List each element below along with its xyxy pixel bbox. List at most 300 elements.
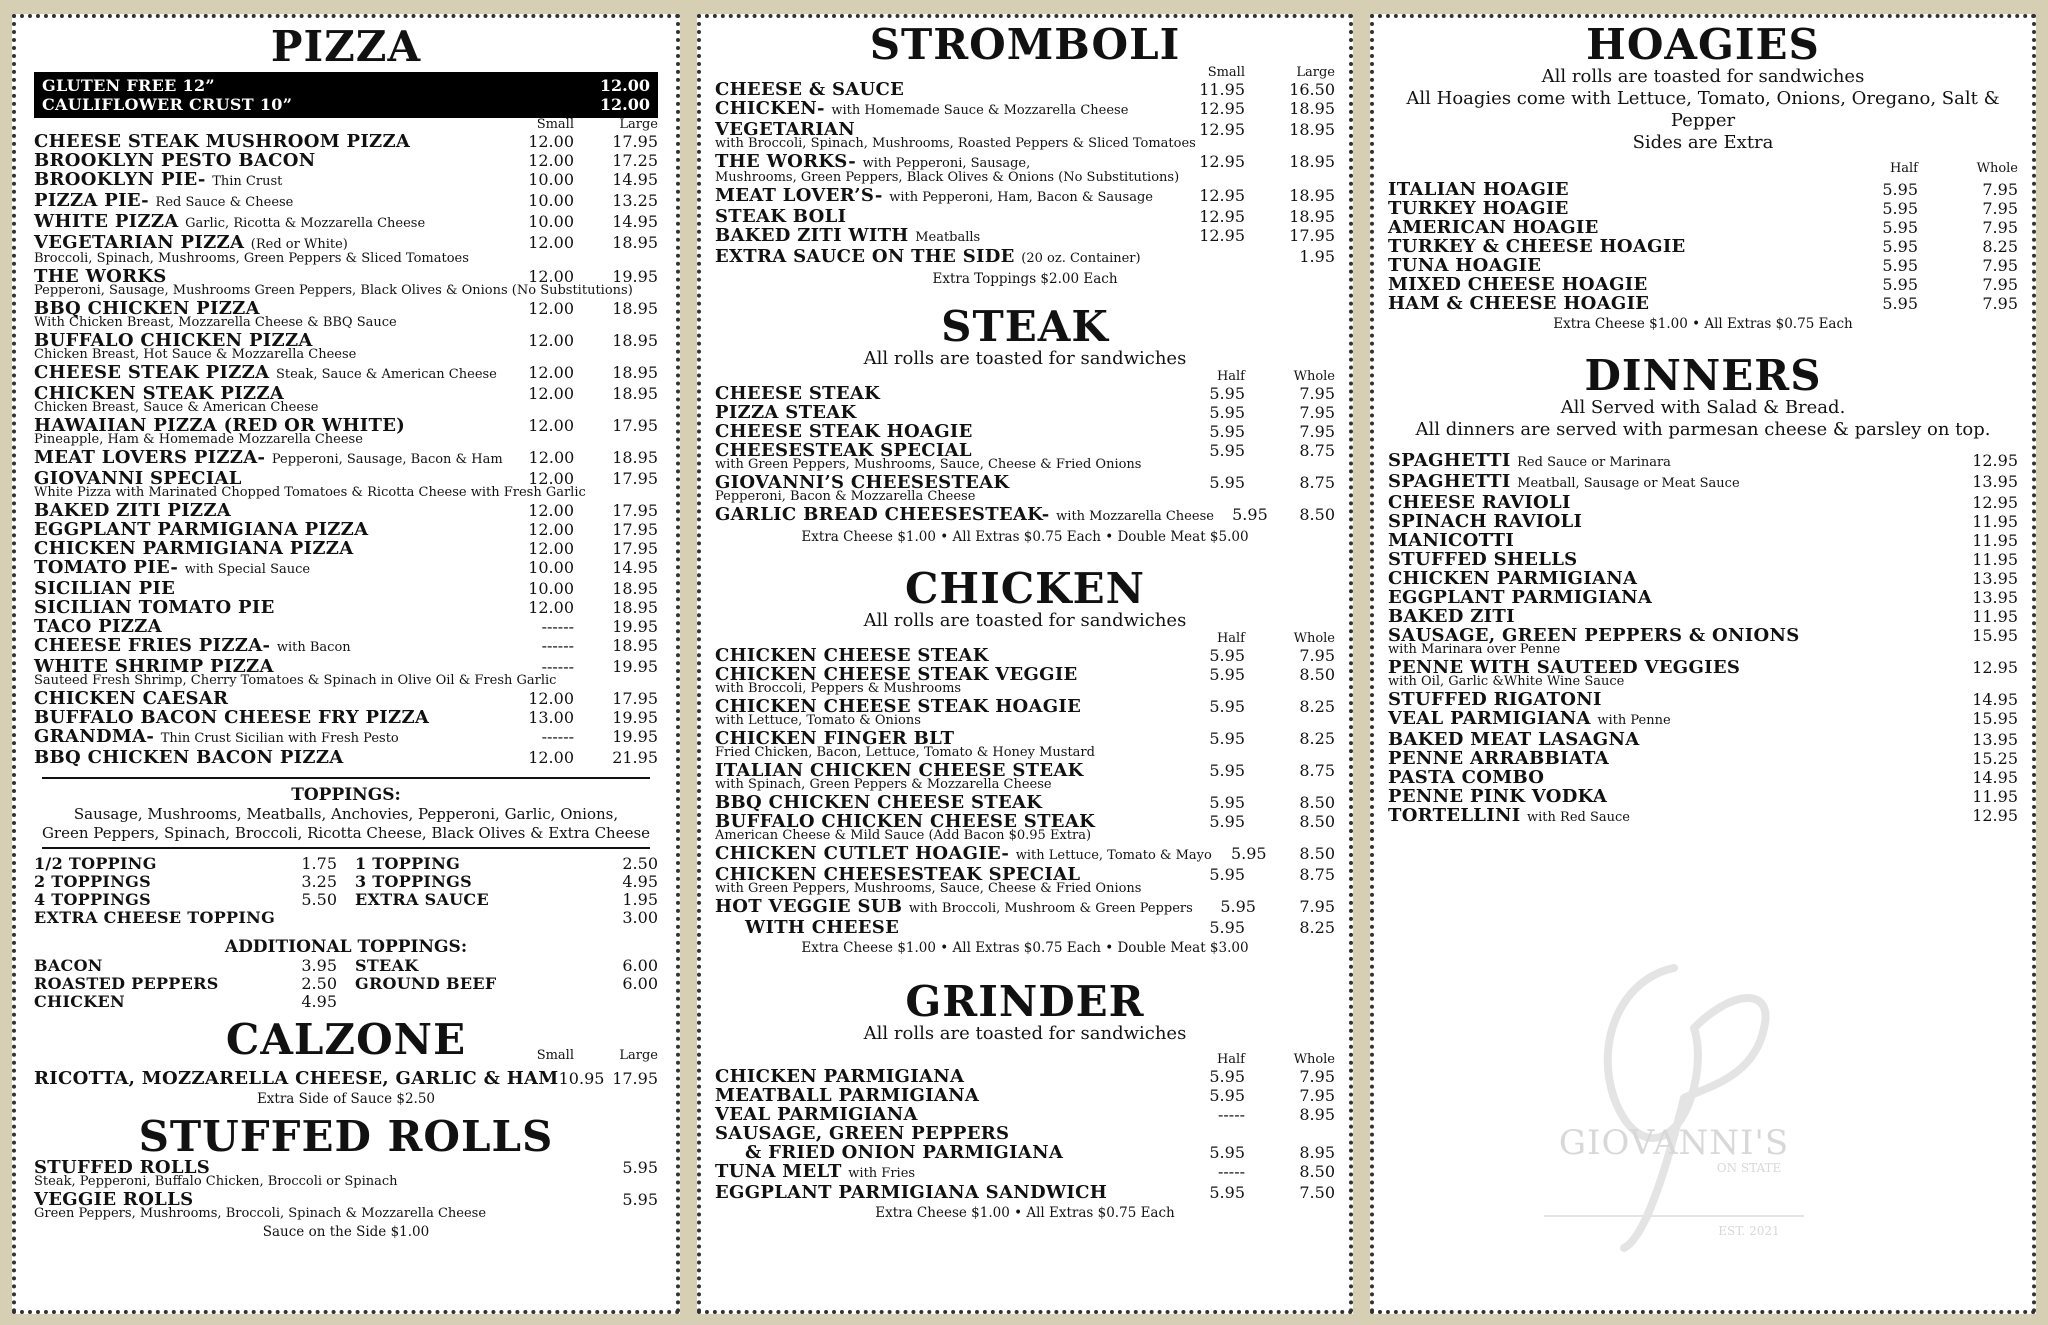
stuffed-rolls-title: STUFFED ROLLS [138,1112,554,1161]
menu-item-name [715,1143,1173,1162]
price-price: 12.95 [1972,806,2018,825]
menu-item-title: STUFFED SHELLS [1388,549,1578,570]
price-small: 10.00 [528,212,574,231]
menu-item-row [34,727,658,748]
menu-item-name [715,80,1173,99]
menu-item-name [715,226,1173,247]
toppings-line-2: Green Peppers, Spinach, Broccoli, Ricotta Cheese, Black Olives & Extra Cheese [41,824,651,842]
price-small: 12.00 [528,384,574,403]
menu-item-name [715,897,1193,918]
menu-item-row [1388,749,2018,768]
menu-item-description: Steak, Sauce & American Cheese [275,367,497,382]
price-small: ------ [541,657,574,676]
steak-column-headers [715,370,1335,384]
menu-item-details: Steak, Pepperoni, Buffalo Chicken, Broccoli or Spinach [34,1174,398,1189]
menu-item-name [715,793,1173,812]
menu-item-row [715,226,1335,247]
menu-item-row [34,191,658,212]
menu-item-row [715,422,1335,441]
menu-item-details: White Pizza with Marinated Chopped Tomatoes & Ricotta Cheese with Fresh Garlic [34,485,586,500]
menu-item-title: MIXED CHEESE HOAGIE [1388,274,1648,295]
price-whole: 7.95 [1299,403,1335,422]
menu-item-description: Pepperoni, Sausage, Bacon & Ham [271,452,503,467]
menu-item-name [715,646,1173,665]
stromboli-small-header: Small [1207,65,1245,80]
menu-item-row [715,99,1335,120]
dinners-title: DINNERS [1584,351,1822,400]
menu-item-name [34,132,502,151]
menu-item-title: CHEESE FRIES PIZZA- [34,635,271,656]
menu-item-row [1388,256,2018,275]
hoagies-dinners-panel [1370,14,2036,1314]
menu-item-name: VEGGIE ROLLS [34,1189,194,1210]
menu-item-title: MEATBALL PARMIGIANA [715,1085,980,1106]
price-half: 5.95 [1209,812,1245,831]
gluten-free-price: 12.00 [599,76,650,95]
logo-tagline: ON STATE [1716,1161,1782,1175]
menu-item-row [1388,690,2018,709]
menu-item-name [1388,749,1898,768]
price-large: 18.95 [612,363,658,382]
price-large: 18.95 [612,299,658,318]
menu-item-name [1388,451,1898,472]
steak-title: STEAK [941,302,1109,351]
price-half: ----- [1217,1162,1245,1181]
menu-item-row [1388,569,2018,588]
price-large: 18.95 [612,636,658,655]
menu-item-name [715,918,1173,937]
menu-item-details: Pineapple, Ham & Homemade Mozzarella Cheese [34,432,363,447]
price-small: 10.00 [528,558,574,577]
price-half: ----- [1217,1105,1245,1124]
price-half: 5.95 [1209,473,1245,492]
menu-item-title: CHICKEN- [715,98,825,119]
menu-item-row [715,897,1335,918]
gluten-free-row [42,95,650,114]
topping-price-row [355,873,658,891]
menu-item-description: Thin Crust Sicilian with Fresh Pesto [160,731,399,746]
gluten-free-box [34,72,658,118]
price-small: 12.00 [528,598,574,617]
menu-item-details: Broccoli, Spinach, Mushrooms, Green Peppers & Sliced Tomatoes [34,251,469,266]
chicken-list [715,646,1335,937]
large-header: Large [619,117,658,132]
price-whole: 8.25 [1299,918,1335,937]
menu-item-title: BBQ CHICKEN BACON PIZZA [34,747,344,768]
calzone-small-header: Small [536,1048,574,1063]
price-price: 13.95 [1972,569,2018,588]
dinners-list [1388,451,2018,827]
price-whole: 7.95 [1982,180,2018,199]
menu-item-description: with Bacon [276,640,351,655]
menu-item-title: AMERICAN HOAGIE [1388,217,1599,238]
menu-item-row [1388,294,2018,313]
menu-item-row [1388,451,2018,472]
menu-item-title: PASTA COMBO [1388,767,1545,788]
chicken-column-headers [715,632,1335,646]
stromboli-list [715,80,1335,268]
menu-item-name [1388,768,1898,787]
menu-item-name [1388,256,1844,275]
price-half: 5.95 [1209,422,1245,441]
price-small: 12.00 [528,748,574,767]
price-price: 15.25 [1972,749,2018,768]
topping-name: EXTRA SAUCE [355,890,489,909]
menu-item-title: SPINACH RAVIOLI [1388,511,1583,532]
price-small: 12.95 [1199,186,1245,205]
price-large: 17.95 [1289,226,1335,245]
menu-item-name [34,598,502,617]
chicken-note: Extra Cheese $1.00 • All Extras $0.75 Each • Double Meat $3.00 [801,940,1249,956]
topping-price: 3.95 [301,956,337,975]
price-small: 12.00 [528,233,574,252]
menu-item-row [1388,550,2018,569]
menu-item-title: THE WORKS [34,266,167,287]
price: 5.95 [622,1190,658,1209]
price-small: 12.95 [1199,99,1245,118]
menu-item-title: CHEESE STEAK HOAGIE [715,421,973,442]
dinners-subtitle-2: All dinners are served with parmesan cheese & parsley on top. [1415,419,1991,440]
price-small: 12.00 [528,469,574,488]
price-whole: 7.95 [1982,218,2018,237]
menu-item-title: CHICKEN STEAK PIZZA [34,383,285,404]
menu-item-title: PENNE WITH SAUTEED VEGGIES [1388,657,1741,678]
topping-price-row [34,891,337,909]
price-half: 5.95 [1209,729,1245,748]
menu-item-details: Chicken Breast, Hot Sauce & Mozzarella Cheese [34,347,357,362]
toppings-title: TOPPINGS: [291,785,401,805]
price-price: 13.95 [1972,588,2018,607]
menu-item-row [34,448,658,469]
menu-item-details: Pepperoni, Sausage, Mushrooms Green Peppers, Black Olives & Onions (No Substitutions) [34,283,633,298]
calzone-note: Extra Side of Sauce $2.50 [256,1091,436,1107]
menu-item-title: CHICKEN PARMIGIANA [715,1066,965,1087]
menu-item-title: STUFFED RIGATONI [1388,689,1602,710]
price-whole: 8.95 [1299,1143,1335,1162]
price-half: 5.95 [1209,441,1245,460]
steak-note: Extra Cheese $1.00 • All Extras $0.75 Each • Double Meat $5.00 [801,529,1249,545]
menu-item-title: VEAL PARMIGIANA [715,1104,918,1125]
menu-item-details: Green Peppers, Mushrooms, Broccoli, Spinach & Mozzarella Cheese [34,1206,487,1221]
menu-item-title: MEAT LOVER’S- [715,185,883,206]
price-large: 18.95 [612,598,658,617]
topping-price-row [34,873,337,891]
topping-price: 4.95 [622,872,658,891]
price-whole: 7.95 [1982,275,2018,294]
menu-item-row [1388,588,2018,607]
price-whole: 7.95 [1299,1086,1335,1105]
menu-item-name [34,579,502,598]
menu-item-details: With Chicken Breast, Mozzarella Cheese & BBQ Sauce [34,315,397,330]
menu-item-name [715,1105,1173,1124]
price-small: 12.00 [528,520,574,539]
hoagies-title: HOAGIES [1586,20,1820,69]
menu-item-row [715,505,1335,526]
price-large: 18.95 [612,233,658,252]
menu-item-details: Sauteed Fresh Shrimp, Cherry Tomatoes & Spinach in Olive Oil & Fresh Garlic [34,673,557,688]
price-whole: 8.50 [1299,505,1335,524]
price-large: 18.95 [1289,120,1335,139]
menu-item-details: with Lettuce, Tomato & Onions [715,713,921,728]
menu-item-title: EGGPLANT PARMIGIANA SANDWICH [715,1182,1108,1203]
menu-item-row [34,579,658,598]
menu-item-details: Pepperoni, Bacon & Mozzarella Cheese [715,489,976,504]
menu-item-name [715,1067,1173,1086]
menu-item-name [1388,218,1844,237]
menu-item-title: SICILIAN TOMATO PIE [34,597,275,618]
menu-item-description: with Broccoli, Mushroom & Green Peppers [908,901,1193,916]
chicken-half-header: Half [1216,631,1245,646]
price-small: ------ [541,636,574,655]
menu-item-name [1388,569,1898,588]
menu-item-name [715,186,1173,207]
menu-item-row [715,844,1335,865]
menu-item-description: Red Sauce & Cheese [155,195,294,210]
menu-item-row [1388,730,2018,749]
menu-item-name [715,1124,1173,1143]
hoagies-subtitle-2: All Hoagies come with Lettuce, Tomato, Onions, Oregano, Salt & Pepper [1406,88,2000,131]
stuffed-rolls-list [34,1158,658,1221]
menu-item-description: with Mozzarella Cheese [1056,509,1214,524]
price-whole: 7.95 [1299,422,1335,441]
price-large: 17.95 [612,132,658,151]
gluten-free-name: CAULIFLOWER CRUST 10” [42,95,293,114]
stromboli-large-header: Large [1296,65,1335,80]
menu-item-name [34,689,502,708]
dinners-subtitle-1: All Served with Salad & Bread. [1560,397,1846,418]
menu-item-name [34,636,502,657]
price-half: 5.95 [1209,1086,1245,1105]
menu-item-title: SPAGHETTI [1388,450,1511,471]
price-price: 11.95 [1972,550,2018,569]
menu-item-row [34,689,658,708]
menu-item-name [34,558,502,579]
menu-item-row [715,1067,1335,1086]
topping-price: 1.95 [622,890,658,909]
menu-item-description: Meatballs [915,230,981,245]
menu-item-name [1388,787,1898,806]
gluten-free-price: 12.00 [599,95,650,114]
menu-item-row [1388,531,2018,550]
price-large: 17.25 [612,151,658,170]
price-price: 11.95 [1972,787,2018,806]
menu-item-row [1388,275,2018,294]
price-half: 5.95 [1882,218,1918,237]
topping-price-row [355,957,658,975]
price-large: 18.95 [612,579,658,598]
price-small: 12.00 [528,151,574,170]
hoagies-column-headers [1388,162,2018,176]
price-half: 5.95 [1209,1067,1245,1086]
additional-toppings-title: ADDITIONAL TOPPINGS: [224,937,468,957]
menu-item-title: EGGPLANT PARMIGIANA PIZZA [34,519,369,540]
price-small: 12.00 [528,267,574,286]
price-large: 17.95 [612,689,658,708]
menu-item-title: CHICKEN CHEESESTEAK SPECIAL [715,864,1081,885]
topping-name: 1/2 TOPPING [34,854,157,873]
menu-item-title: CHEESESTEAK SPECIAL [715,440,972,461]
menu-item-name [1388,709,1898,730]
menu-item-name [715,844,1212,865]
price-small: 10.00 [528,170,574,189]
menu-item-title: TUNA HOAGIE [1388,255,1542,276]
chicken-subtitle: All rolls are toasted for sandwiches [863,610,1187,631]
menu-item-name [1388,607,1898,626]
price-small: 11.95 [1199,80,1245,99]
menu-item-details: Chicken Breast, Sauce & American Cheese [34,400,319,415]
menu-item-row [715,793,1335,812]
price-half: 5.95 [1209,646,1245,665]
menu-item-row [34,617,658,636]
grinder-half-header: Half [1216,1052,1245,1067]
price-large: 18.95 [612,384,658,403]
menu-item-name [34,727,502,748]
menu-item-name [1388,472,1898,493]
menu-item-title: SICILIAN PIE [34,578,176,599]
menu-item-name [715,403,1173,422]
topping-name: STEAK [355,956,419,975]
price-small: 12.95 [1199,207,1245,226]
menu-item-title: CHICKEN CAESAR [34,688,229,709]
menu-item-name [34,520,502,539]
menu-item-title: CHEESE & SAUCE [715,79,905,100]
menu-item-name [1388,588,1898,607]
menu-item-description: with Homemade Sauce & Mozzarella Cheese [831,103,1129,118]
price-half: 5.95 [1882,275,1918,294]
steak-list [715,384,1335,526]
menu-item-description: Thin Crust [212,174,283,189]
price-small: ------ [541,727,574,746]
menu-item-name [1388,690,1898,709]
price-whole: 8.25 [1982,237,2018,256]
menu-item-title: HAM & CHEESE HOAGIE [1388,293,1650,314]
price-small: 10.00 [528,191,574,210]
menu-item-row [34,520,658,539]
menu-item-name [1388,531,1898,550]
price-half: 5.95 [1209,918,1245,937]
price-small: 12.00 [528,331,574,350]
menu-item-name [1388,237,1844,256]
chicken-whole-header: Whole [1293,631,1335,646]
menu-item-name [34,501,502,520]
price-small: 12.00 [528,363,574,382]
menu-item-row [34,132,658,151]
grinder-column-headers [715,1053,1335,1067]
gluten-free-row [42,76,650,95]
price-price: 14.95 [1972,690,2018,709]
menu-item-title: ITALIAN HOAGIE [1388,179,1569,200]
menu-item-name [715,207,1173,226]
stromboli-title: STROMBOLI [869,20,1181,69]
menu-item-name [715,422,1173,441]
topping-price: 2.50 [301,974,337,993]
menu-item-title: CHICKEN CHEESE STEAK HOAGIE [715,696,1082,717]
menu-item-name: STUFFED ROLLS [34,1157,211,1178]
menu-item-title: GRANDMA- [34,726,155,747]
price-large: 19.95 [612,617,658,636]
hoagies-subtitle-3: Sides are Extra [1632,132,1774,153]
menu-item-title: BROOKLYN PESTO BACON [34,150,316,171]
grinder-note: Extra Cheese $1.00 • All Extras $0.75 Each [875,1205,1175,1221]
calzone-item [34,1069,658,1088]
menu-item-row [1388,709,2018,730]
price-small: 12.00 [528,539,574,558]
menu-item-title: MANICOTTI [1388,530,1515,551]
price-half: 5.95 [1230,844,1267,863]
topping-name: GROUND BEEF [355,974,497,993]
pizza-panel [12,14,680,1314]
price-price: 15.95 [1972,709,2018,728]
price-half: 5.95 [1209,665,1245,684]
menu-item-row [1388,180,2018,199]
menu-item-row [34,636,658,657]
topping-name: 3 TOPPINGS [355,872,472,891]
menu-item-title: CHICKEN PARMIGIANA [1388,568,1638,589]
grinder-title: GRINDER [905,977,1145,1026]
topping-price: 1.75 [301,854,337,873]
pizza-column-headers [34,118,658,132]
menu-item-row [1388,787,2018,806]
price-large: 17.95 [612,539,658,558]
price-half: 5.95 [1220,897,1256,916]
price-whole: 8.50 [1299,844,1335,863]
price-whole: 8.25 [1299,729,1335,748]
menu-item-title: TORTELLINI [1388,805,1521,826]
menu-item-description: Meatball, Sausage or Meat Sauce [1517,476,1740,491]
calzone-large-price: 17.95 [612,1069,658,1088]
hoagies-whole-header: Whole [1976,161,2018,176]
menu-item-title: GIOVANNI SPECIAL [34,468,242,489]
price-large: 18.95 [1289,186,1335,205]
menu-item-row [715,918,1335,937]
divider [42,847,650,849]
menu-item-name [1388,180,1844,199]
price-price: 12.95 [1972,658,2018,677]
price-whole: 7.95 [1982,256,2018,275]
grinder-subtitle: All rolls are toasted for sandwiches [863,1023,1187,1044]
menu-item-name [715,1183,1173,1202]
menu-item-name [34,151,502,170]
menu-item-row [715,384,1335,403]
menu-item-title: PIZZA PIE- [34,190,149,211]
toppings-line-1: Sausage, Mushrooms, Meatballs, Anchovies, Pepperoni, Garlic, Onions, [73,805,619,823]
hoagies-half-header: Half [1889,161,1918,176]
price-whole: 7.95 [1299,646,1335,665]
sandwich-panel [697,14,1353,1314]
price-whole: 8.75 [1299,761,1335,780]
price-price: 15.95 [1972,626,2018,645]
price-half: 5.95 [1209,761,1245,780]
price-small: 13.00 [528,708,574,727]
menu-item-description: (20 oz. Container) [1021,251,1141,266]
price-small: 10.00 [528,579,574,598]
stuffed-rolls-note: Sauce on the Side $1.00 [262,1224,430,1240]
price-large: 13.25 [612,191,658,210]
menu-item-title: CHICKEN PARMIGIANA PIZZA [34,538,354,559]
price-whole: 8.50 [1299,665,1335,684]
price-whole: 8.50 [1299,793,1335,812]
menu-item-name [1388,550,1898,569]
menu-item-title: SAUSAGE, GREEN PEPPERS & ONIONS [1388,625,1800,646]
topping-price: 6.00 [622,956,658,975]
price-whole: 8.50 [1299,812,1335,831]
price-half: 5.95 [1882,294,1918,313]
menu-item-details: with Green Peppers, Mushrooms, Sauce, Cheese & Fried Onions [715,457,1142,472]
menu-item-row [715,403,1335,422]
menu-item-name [34,363,502,384]
price-half: 5.95 [1209,1143,1245,1162]
price-half: 5.95 [1209,793,1245,812]
